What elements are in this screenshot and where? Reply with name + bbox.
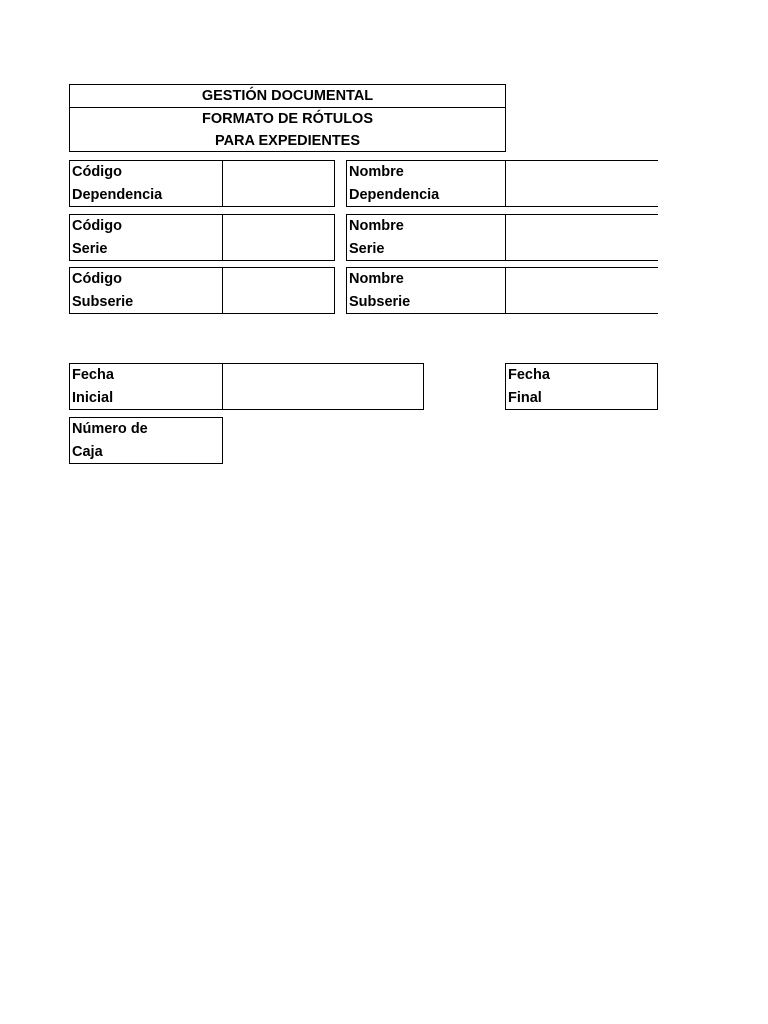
nombre-dependencia-label: Nombre Dependencia — [349, 164, 440, 203]
codigo-serie-field — [69, 214, 335, 261]
codigo-dependencia-value[interactable] — [223, 161, 335, 206]
nombre-serie-label: Nombre Serie — [349, 218, 404, 257]
numero-caja-label: Número de Caja — [72, 421, 148, 460]
nombre-subserie-label: Nombre Subserie — [349, 271, 411, 310]
title-line-2: FORMATO DE RÓTULOS — [201, 111, 374, 127]
codigo-dependencia-label: Código Dependencia — [72, 164, 163, 203]
codigo-subserie-field — [69, 267, 335, 314]
title-line-1: GESTIÓN DOCUMENTAL — [201, 88, 374, 104]
codigo-serie-label: Código Serie — [72, 218, 122, 257]
codigo-serie-value[interactable] — [223, 215, 335, 260]
codigo-dependencia-field — [69, 160, 335, 207]
fecha-inicial-label: Fecha Inicial — [72, 367, 114, 406]
fecha-inicial-field — [69, 363, 424, 410]
nombre-dependencia-value[interactable] — [506, 161, 658, 206]
codigo-subserie-label: Código Subserie — [72, 271, 134, 310]
nombre-serie-field — [346, 214, 658, 261]
codigo-subserie-value[interactable] — [223, 268, 335, 313]
nombre-subserie-value[interactable] — [506, 268, 658, 313]
title-line-3: PARA EXPEDIENTES — [214, 133, 361, 149]
nombre-dependencia-field — [346, 160, 658, 207]
nombre-subserie-field — [346, 267, 658, 314]
nombre-serie-value[interactable] — [506, 215, 658, 260]
fecha-inicial-value[interactable] — [223, 364, 423, 409]
numero-caja-field — [69, 417, 223, 464]
form-title-block — [69, 84, 506, 152]
fecha-final-label: Fecha Final — [508, 367, 550, 406]
fecha-final-field — [505, 363, 658, 410]
